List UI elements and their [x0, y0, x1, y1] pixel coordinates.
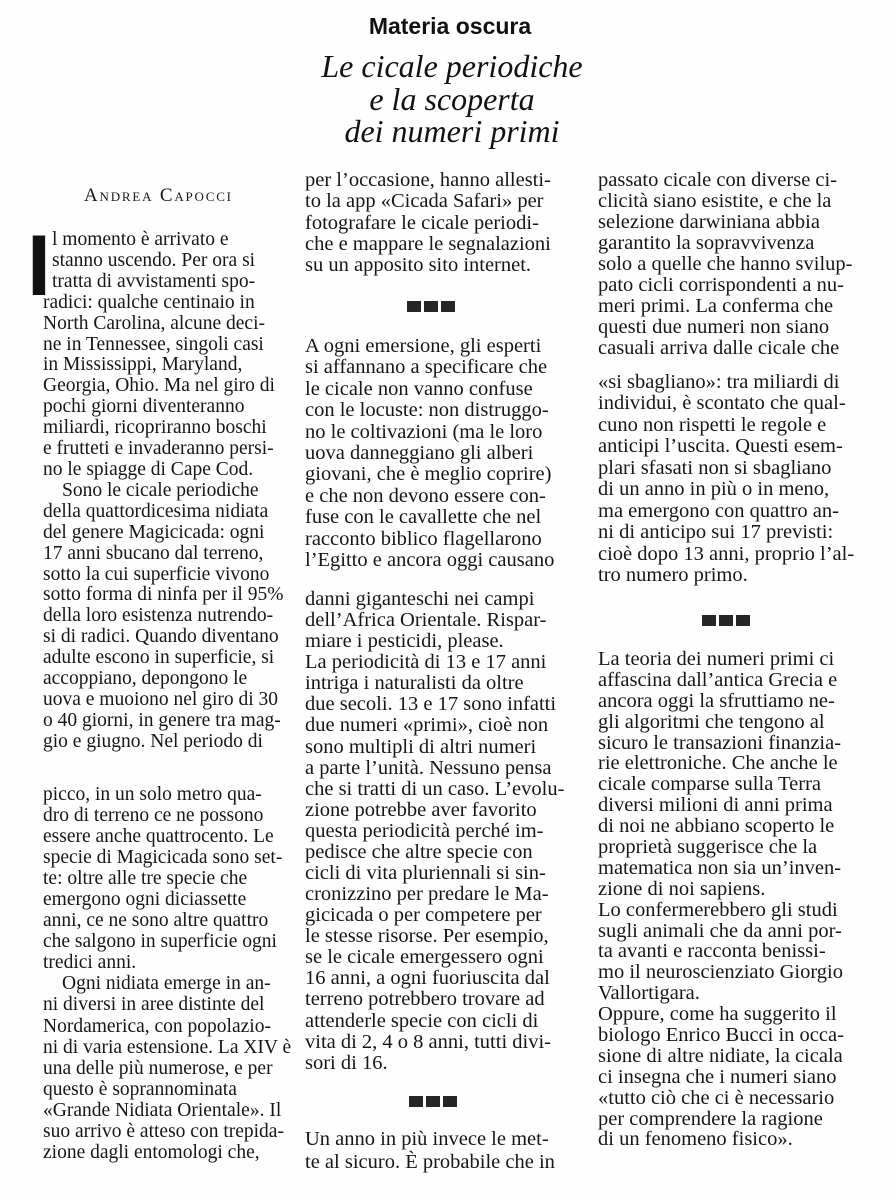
- text-line: anni, ce ne sono altre quattro: [43, 910, 269, 932]
- separator-square: [409, 1096, 423, 1107]
- text-line: Georgia, Ohio. Ma nel giro di: [43, 375, 275, 397]
- text-line: North Carolina, alcune deci-: [43, 312, 265, 334]
- text-line: della loro esistenza nutrendo-: [43, 605, 274, 627]
- text-line: sono multipli di altri numeri: [305, 735, 537, 758]
- column-2-block-1: [305, 170, 551, 276]
- text-line: suo arrivo è atteso con trepida-: [43, 1120, 284, 1142]
- text-line: dell’Africa Orientale. Rispar-: [305, 609, 547, 632]
- text-line: su un apposito sito internet.: [305, 254, 532, 276]
- text-line: l’Egitto e ancora oggi causano: [305, 548, 555, 571]
- text-line: uova e muoiono nel giro di 30: [43, 688, 279, 710]
- text-line: in Mississippi, Maryland,: [43, 354, 243, 376]
- text-line: proprietà suggerisce che la: [598, 836, 818, 859]
- text-line: se le cicale emergessero ogni: [305, 946, 544, 969]
- text-line: meri primi. La conferma che: [598, 295, 834, 317]
- text-line: sugli animali che da anni por-: [598, 919, 842, 942]
- separator-square: [424, 301, 438, 312]
- text-line: passato cicale con diverse ci-: [598, 169, 838, 191]
- text-line: selezione darwiniana abbia: [598, 211, 820, 233]
- text-line: La teoria dei numeri primi ci: [598, 648, 835, 670]
- text-line: di noi ne abbiano scoperto le: [598, 815, 835, 838]
- section-separator: [409, 1096, 457, 1107]
- separator-square: [719, 615, 733, 626]
- text-line: attenderle specie con cicli di: [305, 1009, 539, 1032]
- text-line: te al sicuro. È probabile che in: [305, 1151, 555, 1173]
- text-line: zione dagli entomologi che,: [43, 1141, 260, 1163]
- text-line: miliardi, ricopriranno boschi: [43, 417, 267, 439]
- text-line: per comprendere la ragione: [598, 1107, 823, 1130]
- text-line: te: oltre alle tre specie che: [43, 868, 248, 890]
- text-line: o 40 giorni, in genere tra mag-: [43, 709, 281, 731]
- text-line: che salgono in superficie ogni: [43, 931, 277, 953]
- text-line: adulte escono in superficie, si: [43, 647, 275, 669]
- text-line: giovani, che è meglio coprire): [305, 463, 552, 486]
- separator-square: [441, 301, 455, 312]
- text-line: Lo confermerebbero gli studi: [598, 898, 838, 921]
- text-line: zione di noi sapiens.: [598, 877, 766, 900]
- text-line: zione potrebbe aver favorito: [305, 798, 537, 821]
- text-line: tratta di avvistamenti spo-: [52, 270, 256, 292]
- text-line: cioè dopo 13 anni, proprio l’al-: [598, 542, 855, 565]
- drop-cap: I: [27, 218, 51, 314]
- text-line: sicuro le transazioni finanzia-: [598, 731, 842, 754]
- text-line: intriga i naturalisti da oltre: [305, 672, 524, 695]
- text-line: che e mappare le segnalazioni: [305, 232, 551, 255]
- headline: [282, 50, 622, 148]
- text-line: Un anno in più invece le met-: [305, 1128, 549, 1150]
- column-2-block-3: [305, 589, 564, 1074]
- column-3-block-3: [598, 649, 844, 1150]
- text-line: a parte l’unità. Nessuno pensa: [305, 756, 552, 779]
- text-line: sotto forma di ninfa per il 95%: [43, 584, 284, 606]
- text-line: essere anche quattrocento. Le: [43, 826, 274, 848]
- text-line: A ogni emersione, gli esperti: [305, 335, 542, 357]
- text-line: picco, in un solo metro qua-: [43, 784, 262, 805]
- column-1-block-2: [43, 784, 291, 1163]
- text-line: accoppiano, depongono le: [43, 668, 248, 690]
- text-line: sotto la cui superficie vivono: [43, 563, 270, 585]
- text-line: cuno non rispetti le regole e: [598, 413, 827, 436]
- text-line: miare i pesticidi, please.: [305, 630, 504, 653]
- text-line: e che non devono essere con-: [305, 484, 546, 507]
- text-line: racconto biblico flagellarono: [305, 527, 542, 550]
- text-line: gicicada o per competere per: [305, 904, 542, 927]
- text-line: biologo Enrico Bucci in occa-: [598, 1024, 844, 1047]
- separator-square: [407, 301, 421, 312]
- text-line: del genere Magicicada: ogni: [43, 521, 265, 543]
- text-line: ni diversi in aree distinte del: [43, 994, 265, 1016]
- section-separator: [702, 615, 750, 626]
- separator-square: [426, 1096, 440, 1107]
- text-line: gio e giugno. Nel periodo di: [43, 730, 263, 752]
- text-line: ne in Tennessee, singoli casi: [43, 333, 264, 355]
- text-line: tredici anni.: [43, 952, 137, 974]
- column-3-block-1: [598, 170, 852, 359]
- text-line: questo è soprannominata: [43, 1078, 237, 1100]
- text-line: ci insegna che i numeri siano: [598, 1065, 837, 1088]
- section-separator: [407, 301, 455, 312]
- text-line: ni di varia estensione. La XIV è: [43, 1036, 292, 1058]
- text-line: ma emergono con quattro an-: [598, 499, 839, 522]
- separator-square: [702, 615, 716, 626]
- text-line: due secoli. 13 e 17 sono infatti: [305, 693, 557, 716]
- text-line: gli algoritmi che tengono al: [598, 710, 825, 733]
- text-line: ni di anticipo sui 17 previsti:: [598, 521, 834, 544]
- column-2-block-4: [305, 1128, 555, 1174]
- text-line: Oppure, come ha suggerito il: [598, 1003, 837, 1026]
- text-line: 16 anni, a ogni fuoriuscita dal: [305, 967, 550, 990]
- headline-line: dei numeri primi: [344, 113, 560, 149]
- text-line: Nordamerica, con popolazio-: [43, 1015, 271, 1037]
- text-line: mo il neuroscienziato Giorgio: [598, 961, 843, 984]
- text-line: danni giganteschi nei campi: [305, 588, 535, 610]
- text-line: casuali arriva dalle cicale che: [598, 337, 840, 359]
- separator-square: [443, 1096, 457, 1107]
- text-line: «Grande Nidiata Orientale». Il: [43, 1099, 282, 1121]
- text-line: di un fenomeno fisico».: [598, 1128, 793, 1151]
- text-line: specie di Magicicada sono set-: [43, 847, 283, 869]
- text-line: uova danneggiano gli alberi: [305, 441, 534, 464]
- text-line: di un anno in più o in meno,: [598, 478, 830, 501]
- text-line: no le spiagge di Cape Cod.: [43, 458, 254, 480]
- text-line: e frutteti e invaderanno persi-: [43, 438, 274, 460]
- text-line: pochi giorni diventeranno: [43, 396, 245, 418]
- text-line: no le coltivazioni (ma le loro: [305, 420, 543, 443]
- text-line: che si tratti di un caso. L’evolu-: [305, 777, 565, 800]
- text-line: clicità siano esistite, e che la: [598, 190, 832, 212]
- text-line: pato cicli corrispondenti a nu-: [598, 274, 844, 296]
- text-line: radici: qualche centinaio in: [43, 291, 255, 313]
- text-line: dro di terreno ce ne possono: [43, 805, 264, 827]
- text-line: matematica non sia un’inven-: [598, 856, 842, 879]
- text-line: una delle più numerose, e per: [43, 1057, 273, 1079]
- text-line: ancora oggi la sfruttiamo ne-: [598, 689, 835, 712]
- text-line: Ogni nidiata emerge in an-: [62, 973, 271, 995]
- text-line: pedisce che altre specie con: [305, 840, 533, 863]
- text-line: individui, è scontato che qual-: [598, 392, 846, 415]
- column-2-block-2: [305, 336, 554, 571]
- text-line: stanno uscendo. Per ora si: [52, 249, 256, 271]
- text-line: fotografare le cicale periodi-: [305, 211, 539, 234]
- text-line: «si sbagliano»: tra miliardi di: [598, 371, 840, 393]
- text-line: si di radici. Quando diventano: [43, 626, 279, 648]
- headline-line: Le cicale periodiche: [321, 48, 583, 84]
- column-3-block-2: [598, 372, 854, 586]
- text-line: per l’occasione, hanno allesti-: [305, 169, 551, 191]
- text-line: ta avanti e racconta benissi-: [598, 940, 826, 963]
- text-line: garantito la sopravvivenza: [598, 232, 815, 254]
- text-line: anticipi l’uscita. Questi esem-: [598, 435, 843, 458]
- text-line: La periodicità di 13 e 17 anni: [305, 651, 547, 674]
- column-1-block-1: [43, 230, 283, 753]
- text-line: emergono ogni diciassette: [43, 889, 247, 911]
- text-line: solo a quelle che hanno svilup-: [598, 253, 853, 275]
- headline-line: e la scoperta: [369, 80, 535, 117]
- text-line: cicli di vita pluriennali si sin-: [305, 862, 546, 885]
- text-line: fuse con le cavallette che nel: [305, 506, 542, 529]
- text-line: si affannano a specificare che: [305, 356, 548, 379]
- text-line: affascina dall’antica Grecia e: [598, 668, 838, 691]
- text-line: cronizzino per predare le Ma-: [305, 883, 549, 906]
- text-line: le stesse risorse. Per esempio,: [305, 925, 549, 948]
- text-line: con le locuste: non distruggo-: [305, 399, 549, 422]
- text-line: 17 anni sbucano dal terreno,: [43, 542, 264, 564]
- text-line: rie elettroniche. Che anche le: [598, 752, 838, 775]
- section-label: Materia oscura: [368, 13, 532, 39]
- text-line: questa periodicità perché im-: [305, 819, 544, 842]
- text-line: l momento è arrivato e: [52, 229, 229, 250]
- text-line: to la app «Cicada Safari» per: [305, 190, 544, 213]
- text-line: sione di altre nidiate, la cicala: [598, 1044, 843, 1067]
- separator-square: [736, 615, 750, 626]
- text-line: cicale comparse sulla Terra: [598, 773, 821, 796]
- text-line: plari sfasati non si sbagliano: [598, 456, 832, 479]
- text-line: terreno potrebbero trovare ad: [305, 988, 545, 1011]
- text-line: sori di 16.: [305, 1051, 388, 1074]
- text-line: questi due numeri non siano: [598, 316, 830, 338]
- text-line: della quattordicesima nidiata: [43, 500, 269, 522]
- text-line: vita di 2, 4 o 8 anni, tutti divi-: [305, 1030, 551, 1053]
- text-line: Sono le cicale periodiche: [62, 479, 259, 501]
- byline: Andrea Capocci: [84, 185, 233, 206]
- text-line: due numeri «primi», cioè non: [305, 714, 549, 737]
- text-line: le cicale non vanno confuse: [305, 377, 533, 400]
- text-line: diversi milioni di anni prima: [598, 794, 833, 817]
- text-line: tro numero primo.: [598, 563, 748, 586]
- text-line: Vallortigara.: [598, 982, 700, 1005]
- text-line: «tutto ciò che ci è necessario: [598, 1086, 835, 1109]
